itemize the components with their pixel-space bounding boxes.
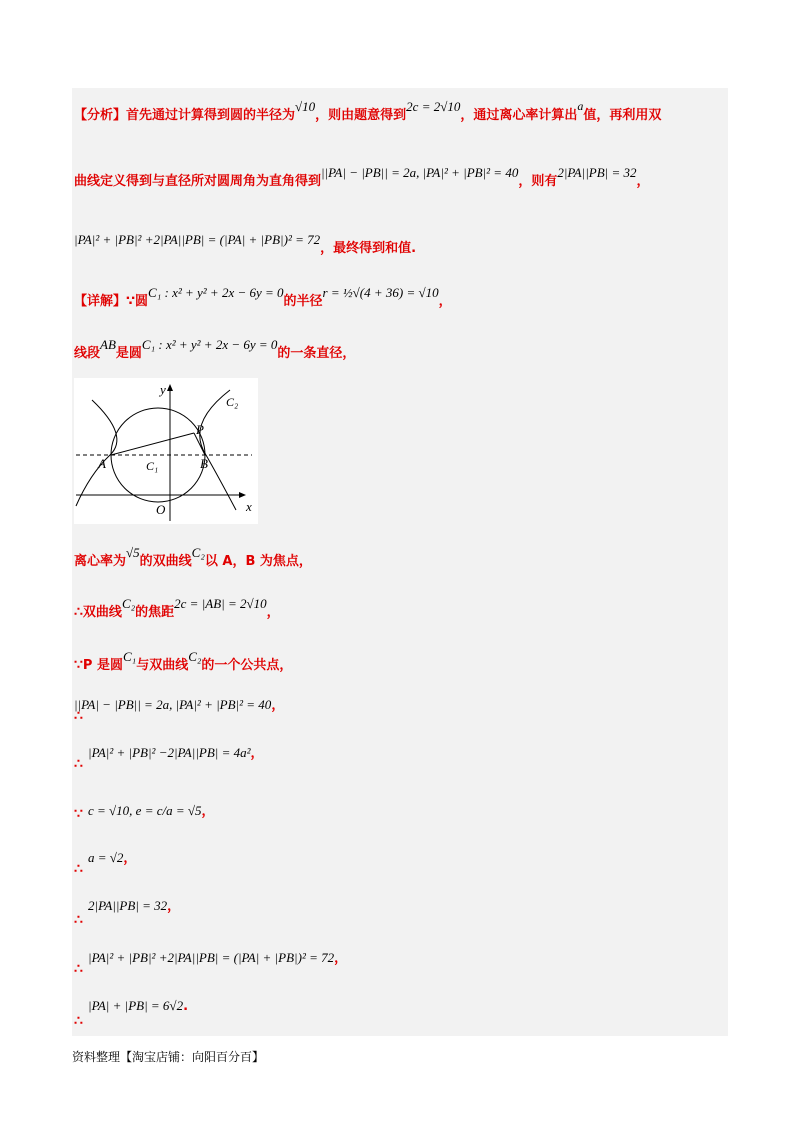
math-expression: √10 [295,99,316,114]
therefore-symbol: ∴ [74,862,83,877]
math-expression: C₂ [191,545,205,560]
analysis-text: 值，再利用双 [583,108,662,123]
step-4 [74,694,284,713]
math-expression: |PA| + |PB| = 6√2 [88,998,184,1013]
therefore-symbol: ∴ [74,709,83,724]
footer-source-text: 资料整理【淘宝店铺：向阳百分百】 [72,1050,265,1064]
point-p-label: P [196,422,204,437]
step-8 [88,895,180,914]
step-text: 的一个公共点， [201,658,293,673]
step-5 [88,742,264,761]
math-expression: AB [100,337,116,352]
origin-label: O [156,502,166,517]
x-axis-label: x [246,499,252,514]
analysis-line-2 [74,165,650,189]
step-2 [74,596,280,621]
detail-text: 的一条直径， [277,346,356,361]
therefore-symbol: ∴ [74,605,83,620]
center-c1-label: C₁ [146,459,159,473]
math-expression: C₂ [188,649,202,664]
math-expression: 2|PA||PB| = 32 [557,165,637,180]
analysis-line-3 [74,232,417,256]
math-expression: a = √2 [88,850,124,865]
detail-text: 线段 [74,346,101,361]
step-text: ， [266,605,280,620]
analysis-text: ，最终得到和值. [320,241,417,256]
because-symbol: ∵ [74,807,83,822]
math-expression: r = ½√(4 + 36) = √10 [322,285,439,300]
step-text: . [183,999,189,1014]
detail-text: ， [438,294,452,309]
math-expression: |PA|² + |PB|² +2|PA||PB| = (|PA| + |PB|)² = 72 [88,950,335,965]
math-expression: C₂ [121,596,136,611]
step-text: 离心率为 [74,554,127,569]
hyperbola-circle-figure [74,378,258,524]
analysis-text: 【分析】首先通过计算得到圆的半径为 [74,108,296,123]
math-expression: |PA|² + |PB|² −2|PA||PB| = 4a² [88,745,251,760]
math-expression: C₁ : x² + y² + 2x − 6y = 0 [141,337,278,352]
detail-text: 【详解】∵圆 [74,294,149,309]
therefore-symbol: ∴ [74,913,83,928]
math-expression: √5 [126,545,140,560]
step-text: P 是圆 [82,658,123,673]
math-expression: C₁ : x² + y² + 2x − 6y = 0 [148,285,284,300]
therefore-symbol: ∴ [74,962,83,977]
analysis-text: ，通过离心率计算出 [460,108,578,123]
step-text: ， [250,746,264,761]
math-expression: |PA|² + |PB|² +2|PA||PB| = (|PA| + |PB|)² = 72 [74,232,321,247]
analysis-text: ，则由题意得到 [315,108,407,123]
math-expression: 2|PA||PB| = 32 [88,898,168,913]
math-expression: a [577,99,584,113]
math-expression: ||PA| − |PB|| = 2a, |PA|² + |PB|² = 40 [321,165,519,180]
step-text: 双曲线 [82,605,122,620]
analysis-line-1 [74,99,662,123]
step-9 [88,947,347,966]
step-text: ， [334,951,348,966]
step-10 [88,998,188,1014]
step-text: 的焦距 [135,605,175,620]
math-expression: C₁ [122,649,137,664]
detail-line-2 [74,337,356,361]
step-6 [88,800,215,819]
therefore-symbol: ∴ [74,757,83,772]
analysis-text: ，则有 [518,174,558,189]
step-text: 与双曲线 [136,658,189,673]
analysis-text: 曲线定义得到与直径所对圆周角为直角得到 [74,174,322,189]
point-b-label: B [200,456,208,471]
analysis-text: ， [636,174,650,189]
step-text: 以 A，B 为焦点， [204,554,312,569]
y-axis-label: y [160,382,166,397]
step-text: ， [201,804,215,819]
step-text: ， [271,698,285,713]
step-text: 的双曲线 [139,554,192,569]
step-7 [88,847,136,866]
c2-label: C₂ [226,395,239,409]
because-symbol: ∵ [74,658,83,673]
therefore-symbol: ∴ [74,1014,83,1029]
detail-line-1 [74,285,452,309]
point-a-label: A [98,456,106,471]
step-text: ， [167,899,181,914]
step-3 [74,649,293,674]
math-expression: c = √10, e = c/a = √5 [88,803,202,818]
step-text: ， [123,851,137,866]
detail-text: 的半径 [283,294,323,309]
step-1 [74,545,312,569]
math-expression: ||PA| − |PB|| = 2a, |PA|² + |PB|² = 40 [74,697,272,712]
detail-text: 是圆 [115,346,142,361]
math-expression: 2c = |AB| = 2√10 [174,596,267,611]
math-expression: 2c = 2√10 [406,99,461,114]
